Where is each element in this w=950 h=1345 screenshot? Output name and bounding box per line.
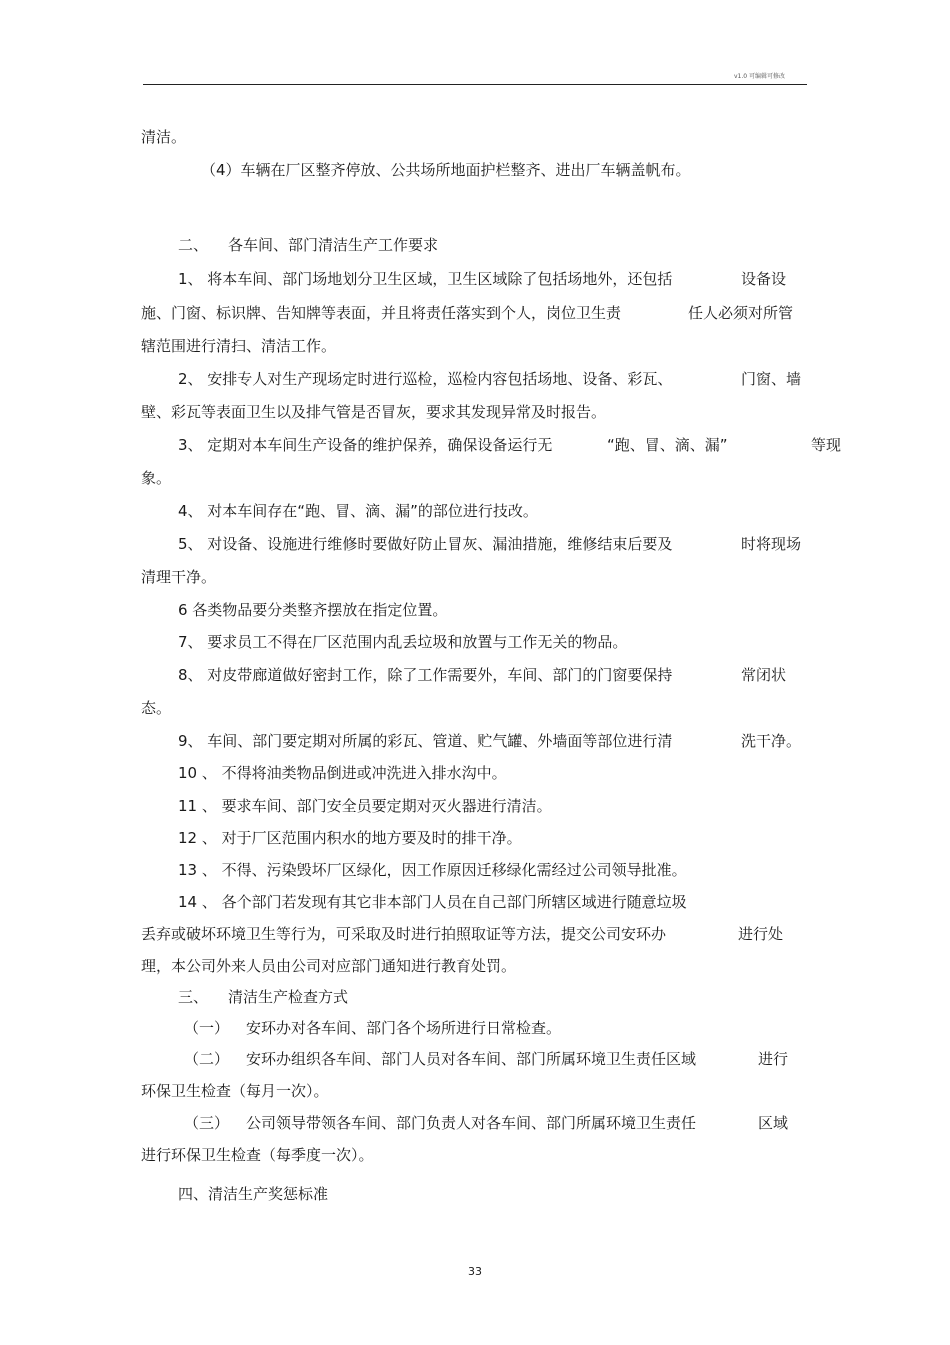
text-line: 理，本公司外来人员由公司对应部门通知进行教育处罚。 (141, 957, 517, 975)
text-line: 7、 要求员工不得在厂区范围内乱丢垃圾和放置与工作无关的物品。 (178, 633, 628, 651)
text-line: 辖范围进行清扫、清洁工作。 (141, 337, 337, 355)
text-line: （4）车辆在厂区整齐停放、公共场所地面护栏整齐、进出厂车辆盖帆布。 (201, 161, 691, 179)
list-marker: （一） (184, 1019, 230, 1037)
text-line: 象。 (141, 469, 172, 487)
page-number: 33 (468, 1265, 482, 1278)
text-line: 常闭状 (741, 666, 787, 684)
text-line: 安环办组织各车间、部门人员对各车间、部门所属环境卫生责任区域 (246, 1050, 697, 1068)
text-line: 3、 定期对本车间生产设备的维护保养，确保设备运行无 (178, 436, 553, 454)
list-marker: （二） (184, 1050, 230, 1068)
text-line: 态。 (141, 699, 172, 717)
text-line: 2、 安排专人对生产现场定时进行巡检，巡检内容包括场地、设备、彩瓦、 (178, 370, 673, 388)
text-line: 8、 对皮带廊道做好密封工作，除了工作需要外，车间、部门的门窗要保持 (178, 666, 673, 684)
section-heading: 四、清洁生产奖惩标准 (178, 1185, 329, 1203)
text-line: 进行环保卫生检查（每季度一次）。 (141, 1146, 374, 1164)
text-line: 公司领导带领各车间、部门负责人对各车间、部门所属环境卫生责任 (246, 1114, 697, 1132)
text-line: 丢弃或破坏环境卫生等行为，可采取及时进行拍照取证等方法，提交公司安环办 (141, 925, 667, 943)
text-line: 门窗、墙 (741, 370, 802, 388)
text-line: 区域 (758, 1114, 789, 1132)
text-line: 安环办对各车间、部门各个场所进行日常检查。 (246, 1019, 562, 1037)
section-heading: 清洁生产检查方式 (228, 988, 349, 1006)
text-line: 清洁。 (141, 128, 187, 146)
list-marker: （三） (184, 1114, 230, 1132)
text-line: 9、 车间、部门要定期对所属的彩瓦、管道、贮气罐、外墙面等部位进行清 (178, 732, 673, 750)
text-line: 环保卫生检查（每月一次）。 (141, 1082, 329, 1100)
section-number: 三、 (178, 988, 209, 1006)
section-heading: 各车间、部门清洁生产工作要求 (228, 236, 439, 254)
text-line: 时将现场 (741, 535, 802, 553)
text-line: 14 、 各个部门若发现有其它非本部门人员在自己部门所辖区域进行随意垃圾 (178, 893, 687, 911)
text-line: 施、门窗、标识牌、告知牌等表面，并且将责任落实到个人，岗位卫生责 (141, 304, 622, 322)
text-line: 进行 (758, 1050, 789, 1068)
version-note: v1.0 可编辑可修改 (734, 73, 786, 80)
text-line: 进行处 (738, 925, 784, 943)
text-line: “跑、冒、滴、漏” (607, 436, 728, 454)
text-line: 清理干净。 (141, 568, 217, 586)
text-line: 5、 对设备、设施进行维修时要做好防止冒灰、漏油措施，维修结束后要及 (178, 535, 673, 553)
text-line: 13 、 不得、污染毁坏厂区绿化，因工作原因迁移绿化需经过公司领导批准。 (178, 861, 687, 879)
text-line: 设备设 (741, 270, 787, 288)
section-number: 二、 (178, 236, 209, 254)
text-line: 壁、彩瓦等表面卫生以及排气管是否冒灰，要求其发现异常及时报告。 (141, 403, 607, 421)
text-line: 4、 对本车间存在“跑、冒、滴、漏”的部位进行技改。 (178, 502, 538, 520)
text-line: 任人必须对所管 (688, 304, 794, 322)
text-line: 11 、 要求车间、部门安全员要定期对灭火器进行清洁。 (178, 797, 552, 815)
header-rule (143, 84, 807, 85)
text-line: 12 、 对于厂区范围内积水的地方要及时的排干净。 (178, 829, 522, 847)
text-line: 等现 (811, 436, 842, 454)
text-line: 洗干净。 (741, 732, 802, 750)
text-line: 10 、 不得将油类物品倒进或冲洗进入排水沟中。 (178, 764, 507, 782)
text-line: 6 各类物品要分类整齐摆放在指定位置。 (178, 601, 448, 619)
text-line: 1、 将本车间、部门场地划分卫生区域，卫生区域除了包括场地外，还包括 (178, 270, 673, 288)
